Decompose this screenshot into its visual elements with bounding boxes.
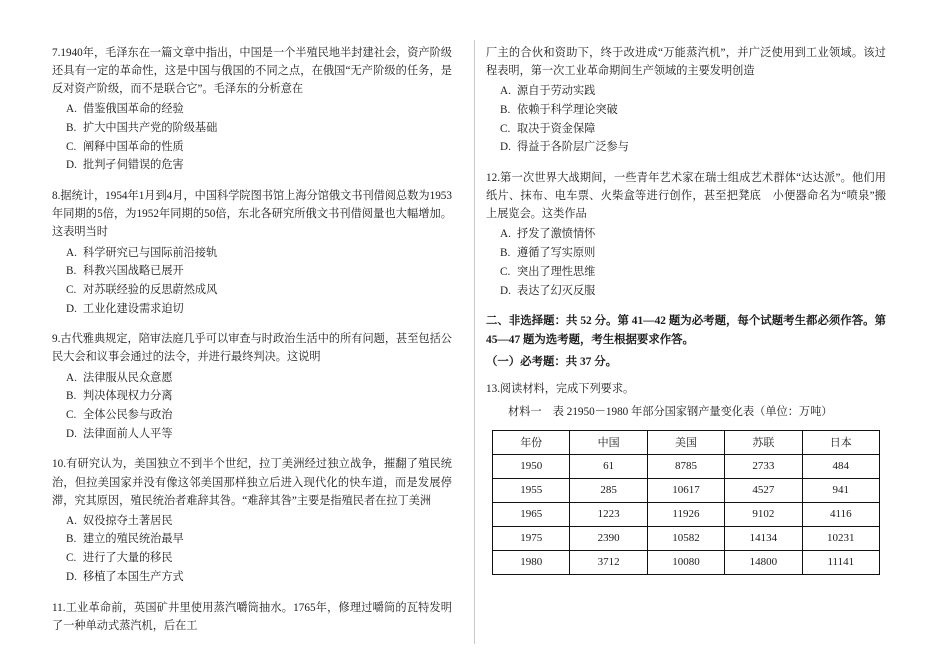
option-c — [486, 264, 886, 282]
option-text: 扩大中国共产党的阶级基础 — [83, 122, 218, 135]
option-d — [52, 426, 452, 444]
option-label: B. — [66, 122, 77, 135]
question-10 — [52, 455, 452, 586]
steel-output-table — [492, 430, 880, 575]
section-heading: 二、非选择题：共 52 分。第 41—42 题为必考题，每个试题考生都必须作答。第 45—47 题为选考题，考生根据要求作答。 — [486, 315, 886, 346]
option-text: 移植了本国生产方式 — [83, 570, 184, 583]
option-a — [486, 226, 886, 244]
question-11 — [52, 599, 452, 635]
cell-ussr: 2733 — [725, 454, 802, 478]
option-label: C. — [66, 552, 77, 565]
table-row — [493, 550, 880, 574]
option-text: 借鉴俄国革命的经验 — [83, 103, 184, 116]
column-header-japan: 日本 — [802, 430, 879, 454]
option-d — [52, 569, 452, 587]
option-b — [52, 531, 452, 549]
option-d — [52, 157, 452, 175]
option-text: 建立的殖民统治最早 — [83, 533, 184, 546]
option-label: D. — [66, 302, 77, 315]
option-text: 对苏联经验的反思蔚然成风 — [83, 283, 218, 296]
option-text: 法律服从民众意愿 — [83, 371, 173, 384]
question-11-continued — [486, 44, 886, 157]
option-b — [52, 263, 452, 281]
question-12 — [486, 169, 886, 300]
option-label: A. — [66, 246, 77, 259]
cell-japan: 4116 — [802, 502, 879, 526]
cell-year: 1955 — [493, 478, 570, 502]
question-stem: 8.据统计，1954年1月到4月，中国科学院图书馆上海分馆俄文书刊借阅总数为1953年同期的5倍，为1952年同期的50倍，东北各研究所俄文书刊借阅量也大幅增加。这表明当时 — [52, 190, 452, 239]
option-label: C. — [500, 265, 511, 278]
column-header-ussr: 苏联 — [725, 430, 802, 454]
right-column — [486, 44, 886, 652]
option-label: A. — [500, 228, 511, 241]
option-text: 进行了大量的移民 — [83, 552, 173, 565]
cell-usa: 10080 — [647, 550, 724, 574]
option-c — [52, 282, 452, 300]
option-label: A. — [66, 514, 77, 527]
cell-usa: 10582 — [647, 526, 724, 550]
option-label: B. — [66, 390, 77, 403]
option-text: 依赖于科学理论突破 — [517, 103, 618, 116]
option-text: 批判孑伺错误的危害 — [83, 159, 184, 172]
option-a — [52, 370, 452, 388]
option-b — [52, 120, 452, 138]
option-text: 工业化建设需求迫切 — [83, 302, 184, 315]
question-stem: 12.第一次世界大战期间，一些青年艺术家在瑞士组成艺术群体“达达派”。他们用纸片、抹布、电车票、火柴盒等进行创作，甚至把凳底 小便器命名为“喷泉”搬上展览会。这类作品 — [486, 172, 886, 221]
column-header-year: 年份 — [493, 430, 570, 454]
option-a — [52, 513, 452, 531]
question-stem: 9.古代雅典规定，陪审法庭几乎可以审查与时政治生活中的所有问题，甚至包括公民大会和议事会通过的法令，并进行最终判决。这说明 — [52, 333, 452, 364]
cell-japan: 11141 — [802, 550, 879, 574]
cell-ussr: 4527 — [725, 478, 802, 502]
option-text: 抒发了激愤情怀 — [517, 228, 596, 241]
question-7 — [52, 44, 452, 175]
option-text: 表达了幻灭反服 — [517, 284, 596, 297]
option-text: 科学研究已与国际前沿接轨 — [83, 246, 218, 259]
question-9 — [52, 330, 452, 443]
option-a — [486, 83, 886, 101]
option-text: 得益于各阶层广泛参与 — [517, 141, 629, 154]
cell-usa: 8785 — [647, 454, 724, 478]
option-label: D. — [66, 427, 77, 440]
option-label: C. — [66, 409, 77, 421]
question-8 — [52, 187, 452, 318]
cell-china: 1223 — [570, 502, 647, 526]
column-divider — [474, 40, 475, 644]
table-row — [493, 526, 880, 550]
table-row — [493, 478, 880, 502]
option-a — [52, 245, 452, 263]
option-c — [486, 121, 886, 139]
left-column — [52, 44, 452, 652]
option-text: 突出了理性思维 — [517, 265, 596, 278]
option-d — [486, 139, 886, 157]
option-label: C. — [66, 283, 77, 296]
cell-usa: 11926 — [647, 502, 724, 526]
option-b — [486, 245, 886, 263]
option-label: B. — [500, 103, 511, 116]
cell-ussr: 9102 — [725, 502, 802, 526]
cell-japan: 941 — [802, 478, 879, 502]
question-stem: 厂主的合伙和资助下，终于改进成“万能蒸汽机”，并广泛使用到工业领域。该过程表明，第一次工业革命期间生产领域的主要发明创造 — [486, 47, 886, 78]
table-header-row — [493, 430, 880, 454]
option-d — [52, 301, 452, 319]
option-a — [52, 101, 452, 119]
option-b — [486, 102, 886, 120]
cell-china: 61 — [570, 454, 647, 478]
option-label: A. — [66, 103, 77, 116]
cell-china: 3712 — [570, 550, 647, 574]
section-subheading: （一）必考题：共 37 分。 — [486, 356, 617, 369]
option-label: A. — [66, 371, 77, 384]
option-text: 全体公民参与政治 — [83, 409, 173, 421]
table-row — [493, 454, 880, 478]
option-label: D. — [66, 570, 77, 583]
option-label: A. — [500, 85, 511, 98]
option-text: 判决体现权力分离 — [83, 390, 173, 403]
option-label: B. — [500, 247, 511, 260]
option-c — [52, 407, 452, 425]
column-header-usa: 美国 — [647, 430, 724, 454]
option-label: C. — [66, 140, 77, 153]
option-label: B. — [66, 533, 77, 546]
question-stem: 7.1940年，毛泽东在一篇文章中指出，中国是一个半殖民地半封建社会，资产阶级还具有一定的革命性，这是中国与俄国的不同之点，在俄国“无产阶级的任务，是反对资产阶级，而不是联合它”。毛泽东的分析意在 — [52, 47, 452, 96]
option-c — [52, 550, 452, 568]
option-label: C. — [500, 122, 511, 135]
cell-year: 1975 — [493, 526, 570, 550]
cell-year: 1965 — [493, 502, 570, 526]
cell-china: 285 — [570, 478, 647, 502]
question-stem: 11.工业革命前，英国矿井里使用蒸汽嚼筒抽水。1765年，修理过嚼筒的瓦特发明了一种单动式蒸汽机，后在工 — [52, 601, 452, 632]
cell-ussr: 14134 — [725, 526, 802, 550]
material-title: 材料一 表 21950－1980 年部分国家钢产量变化表（单位：万吨） — [508, 405, 833, 418]
task-instruction: 13.阅读材料，完成下列要求。 — [486, 382, 635, 395]
table-row — [493, 502, 880, 526]
option-b — [52, 388, 452, 406]
option-label: B. — [66, 265, 77, 278]
question-stem: 10.有研究认为，美国独立不到半个世纪，拉丁美洲经过独立战争，摧翻了殖民统治，但拉美国家并没有像这邻美国那样独立后进入现代化的快车道，而是发展停滞，究其原因，殖民统治者难辞其咎。“难辞其咎”主要是指殖民者在拉丁美洲 — [52, 458, 452, 507]
option-text: 科教兴国战略已展开 — [83, 265, 184, 278]
option-c — [52, 139, 452, 157]
option-label: D. — [500, 284, 511, 297]
option-d — [486, 283, 886, 301]
option-text: 源自于劳动实践 — [517, 85, 596, 98]
cell-japan: 10231 — [802, 526, 879, 550]
option-text: 遵循了写实原则 — [517, 247, 596, 260]
cell-usa: 10617 — [647, 478, 724, 502]
cell-year: 1980 — [493, 550, 570, 574]
option-text: 取决于资金保障 — [517, 122, 596, 135]
cell-year: 1950 — [493, 454, 570, 478]
cell-ussr: 14800 — [725, 550, 802, 574]
two-column-layout — [52, 44, 898, 652]
cell-japan: 484 — [802, 454, 879, 478]
column-header-china: 中国 — [570, 430, 647, 454]
option-text: 奴役掠夺土著居民 — [83, 514, 173, 527]
option-label: D. — [66, 159, 77, 172]
option-text: 法律面前人人平等 — [83, 427, 173, 440]
cell-china: 2390 — [570, 526, 647, 550]
option-text: 阐释中国革命的性质 — [83, 140, 184, 153]
option-label: D. — [500, 141, 511, 154]
